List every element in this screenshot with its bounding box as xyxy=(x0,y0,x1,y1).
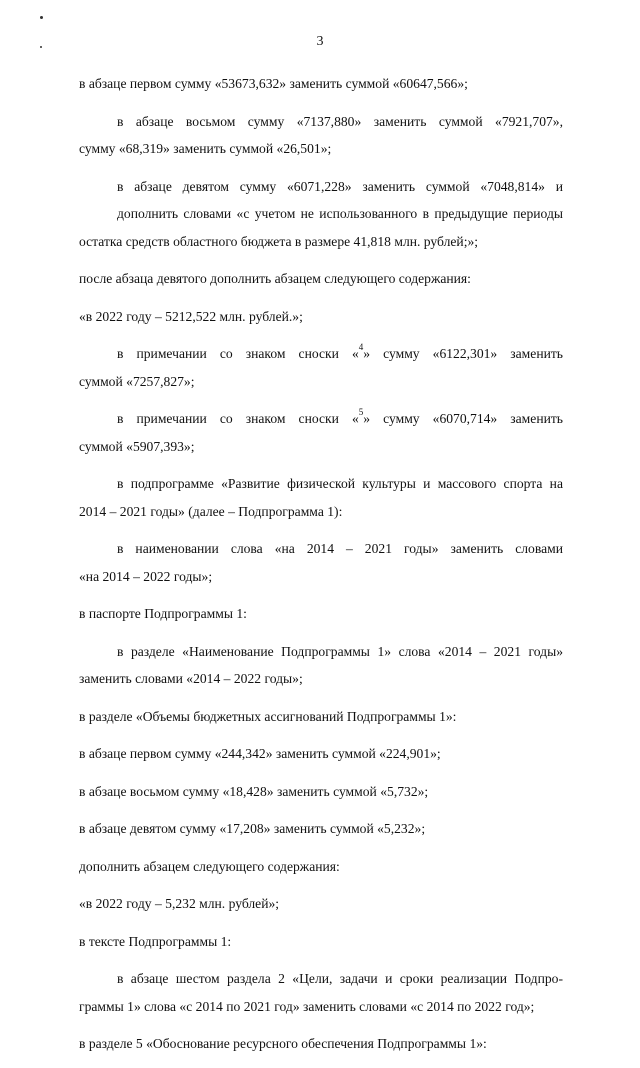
scan-speck xyxy=(40,16,43,19)
text-line: в разделе «Наименование Подпрограммы 1» слова «2014 – 2021 годы» xyxy=(117,643,563,659)
paragraph xyxy=(79,600,563,628)
text-line: дополнить абзацем следующего содержания: xyxy=(79,858,340,874)
text-line: суммой «5907,393»; xyxy=(79,438,195,454)
text-line: дополнить словами «с учетом не использованного в предыдущие периоды xyxy=(117,206,563,221)
text-line: в абзаце девятом сумму «6071,228» заменить суммой «7048,814» и xyxy=(117,178,563,194)
paragraph xyxy=(79,303,563,331)
paragraph xyxy=(79,173,563,256)
document-body xyxy=(79,70,563,1068)
text-line: в абзаце восьмом сумму «7137,880» заменить суммой «7921,707», xyxy=(117,113,563,129)
paragraph xyxy=(79,853,563,881)
text-fragment: в примечании со знаком сноски « xyxy=(117,411,359,426)
text-line: «в 2022 году – 5,232 млн. рублей»; xyxy=(79,896,280,911)
text-line: сумму «68,319» заменить суммой «26,501»; xyxy=(79,141,332,156)
paragraph xyxy=(79,815,563,843)
paragraph xyxy=(79,470,563,525)
paragraph xyxy=(79,1030,563,1058)
paragraph xyxy=(79,778,563,806)
text-line xyxy=(79,405,563,433)
text-fragment: в примечании со знаком сноски « xyxy=(117,346,359,361)
text-line: в разделе «Объемы бюджетных ассигнований Подпрограммы 1»: xyxy=(79,708,457,724)
text-line: в абзаце шестом раздела 2 «Цели, задачи и сроки реализации Подпро- xyxy=(117,971,563,986)
paragraph xyxy=(79,740,563,768)
text-line: «в 2022 году – 5212,522 млн. рублей.»; xyxy=(79,308,303,324)
text-line: в абзаце первом сумму «53673,632» заменить суммой «60647,566»; xyxy=(79,76,468,91)
text-line: после абзаца девятого дополнить абзацем следующего содержания: xyxy=(79,271,471,286)
text-line: в тексте Подпрограммы 1: xyxy=(79,933,232,949)
paragraph xyxy=(79,890,563,918)
paragraph xyxy=(79,535,563,590)
footnote-mark: 4 xyxy=(358,342,364,353)
paragraph-footnote-4 xyxy=(79,340,563,395)
paragraph xyxy=(79,703,563,731)
paragraph xyxy=(79,108,563,163)
text-line: в абзаце восьмом сумму «18,428» заменить суммой «5,732»; xyxy=(79,783,429,799)
text-line: в абзаце первом сумму «244,342» заменить суммой «224,901»; xyxy=(79,746,441,761)
text-fragment: » сумму «6070,714» заменить xyxy=(363,411,564,426)
text-line: суммой «7257,827»; xyxy=(79,373,195,389)
footnote-mark: 5 xyxy=(358,407,364,418)
page-number: 3 xyxy=(316,34,324,49)
paragraph xyxy=(79,70,563,98)
text-line: остатка средств областного бюджета в размере 41,818 млн. рублей;»; xyxy=(79,233,479,249)
text-line: «на 2014 – 2022 годы»; xyxy=(79,568,213,584)
paragraph xyxy=(79,928,563,956)
text-line: в подпрограмме «Развитие физической культуры и массового спорта на xyxy=(117,476,563,491)
text-line: граммы 1» слова «с 2014 по 2021 год» заменить словами «с 2014 по 2022 год»; xyxy=(79,998,535,1014)
text-line: 2014 – 2021 годы» (далее – Подпрограмма 1): xyxy=(79,503,343,519)
text-line: в наименовании слова «на 2014 – 2021 годы» заменить словами xyxy=(117,541,563,556)
paragraph xyxy=(79,965,563,1020)
paragraph xyxy=(79,265,563,293)
paragraph xyxy=(79,638,563,693)
text-line: в паспорте Подпрограммы 1: xyxy=(79,606,247,621)
text-line: в абзаце девятом сумму «17,208» заменить суммой «5,232»; xyxy=(79,821,426,836)
text-fragment: » сумму «6122,301» заменить xyxy=(363,346,564,361)
text-line: заменить словами «2014 – 2022 годы»; xyxy=(79,671,303,686)
text-line: в разделе 5 «Обоснование ресурсного обеспечения Подпрограммы 1»: xyxy=(79,1036,487,1051)
text-line xyxy=(79,340,563,368)
paragraph-footnote-5 xyxy=(79,405,563,460)
